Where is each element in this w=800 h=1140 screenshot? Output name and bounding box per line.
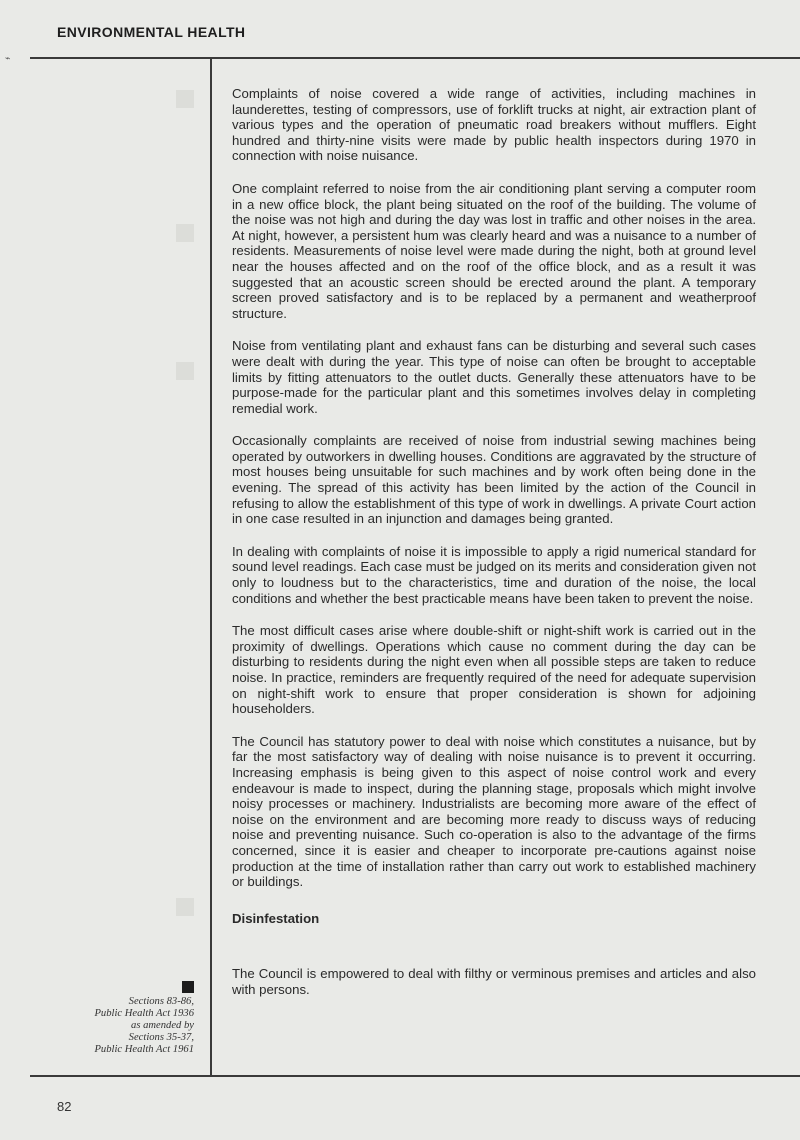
margin-note-line: as amended by xyxy=(131,1020,194,1031)
page-number: 82 xyxy=(57,1099,72,1114)
paragraph-disinfestation: The Council is empowered to deal with filthy or verminous premises and articles and also with persons. xyxy=(232,966,756,997)
paragraph-air-conditioning: One complaint referred to noise from the air conditioning plant serving a computer room in a new office block, the plant being situated on the roof of the building. The volume of the noise was not high and during the day was lost in traffic and other noises in the area. At night, however, a persistent hum was clearly heard and was a nuisance to a number of residents. Measurements of noise level were made during the night, both at ground level near the houses affected and on the roof of the office block, and as a result it was suggested that an acoustic screen should be erected around the plant. A temporary screen proved satisfactory and is to be replaced by a permanent and weatherproof structure. xyxy=(232,180,756,321)
scan-mark-icon: ⌁ xyxy=(5,53,11,63)
bottom-rule xyxy=(30,1075,800,1077)
margin-note-line: Public Health Act 1961 xyxy=(94,1044,194,1055)
bleed-through-mark xyxy=(176,90,194,108)
margin-note-line: Sections 83-86, xyxy=(128,996,194,1007)
margin-divider xyxy=(210,57,212,1076)
paragraph-statutory-power: The Council has statutory power to deal with noise which constitutes a nuisance, but by far the most satisfactory way of dealing with noise nuisance is to prevent it occurring. Increasing emphasis is being given to this aspect of noise control work and every endeavour is made to inspect, during the planning stage, proposals which might involve noisy processes or machinery. Industrialists are becoming more aware of the effect of noise on the environment and are becoming more ready to discuss ways of reducing noise and preventing nuisance. Such co-operation is also to the advantage of the firms concerned, since it is easier and cheaper to incorporate pre-cautions against noise production at the time of installation rather than carry out work to established machinery or buildings. xyxy=(232,733,756,890)
section-heading-disinfestation: Disinfestation xyxy=(232,910,320,926)
square-marker-icon xyxy=(182,981,194,993)
bleed-through-mark xyxy=(176,898,194,916)
main-column xyxy=(232,86,756,1015)
margin-note xyxy=(44,996,194,1056)
page-header: ENVIRONMENTAL HEALTH xyxy=(57,24,246,40)
paragraph-sewing-machines: Occasionally complaints are received of noise from industrial sewing machines being operated by outworkers in dwelling houses. Conditions are aggravated by the structure of most houses being unsuitable for such machines and by work often being done in the evening. The spread of this activity has been limited by the action of the Council in refusing to allow the establishment of this type of work in dwellings. A private Court action in one case resulted in an injunction and damages being granted. xyxy=(232,433,756,527)
bleed-through-mark xyxy=(176,224,194,242)
paragraph-noise-complaints: Complaints of noise covered a wide range of activities, including machines in launderettes, testing of compressors, use of forklift trucks at night, air extraction plant of various types and the operation of pneumatic road breakers without mufflers. Eight hundred and thirty-nine visits were made by public health inspectors during 1970 in connection with noise nuisance. xyxy=(232,86,756,164)
paragraph-numerical-standard: In dealing with complaints of noise it is impossible to apply a rigid numerical standard for sound level readings. Each case must be judged on its merits and consideration given not only to loudness but to the characteristics, time and duration of the noise, the local conditions and whether the best practicable means have been taken to prevent the noise. xyxy=(232,543,756,606)
paragraph-night-shift: The most difficult cases arise where double-shift or night-shift work is carried out in the proximity of dwellings. Operations which cause no comment during the day can be disturbing to residents during the night even when all possible steps are taken to reduce noise. In practice, reminders are frequently required of the need for adequate supervision on night-shift work to ensure that proper consideration is shown for adjoining householders. xyxy=(232,623,756,717)
margin-note-line: Public Health Act 1936 xyxy=(94,1008,194,1019)
top-rule xyxy=(30,57,800,59)
bleed-through-mark xyxy=(176,362,194,380)
margin-note-line: Sections 35-37, xyxy=(128,1032,194,1043)
paragraph-ventilating-plant: Noise from ventilating plant and exhaust fans can be disturbing and several such cases were dealt with during the year. This type of noise can often be brought to acceptable limits by fitting attenuators to the outlet ducts. Generally these attenuators have to be purpose-made for the particular plant and this sometimes involves delay in completing remedial work. xyxy=(232,338,756,416)
